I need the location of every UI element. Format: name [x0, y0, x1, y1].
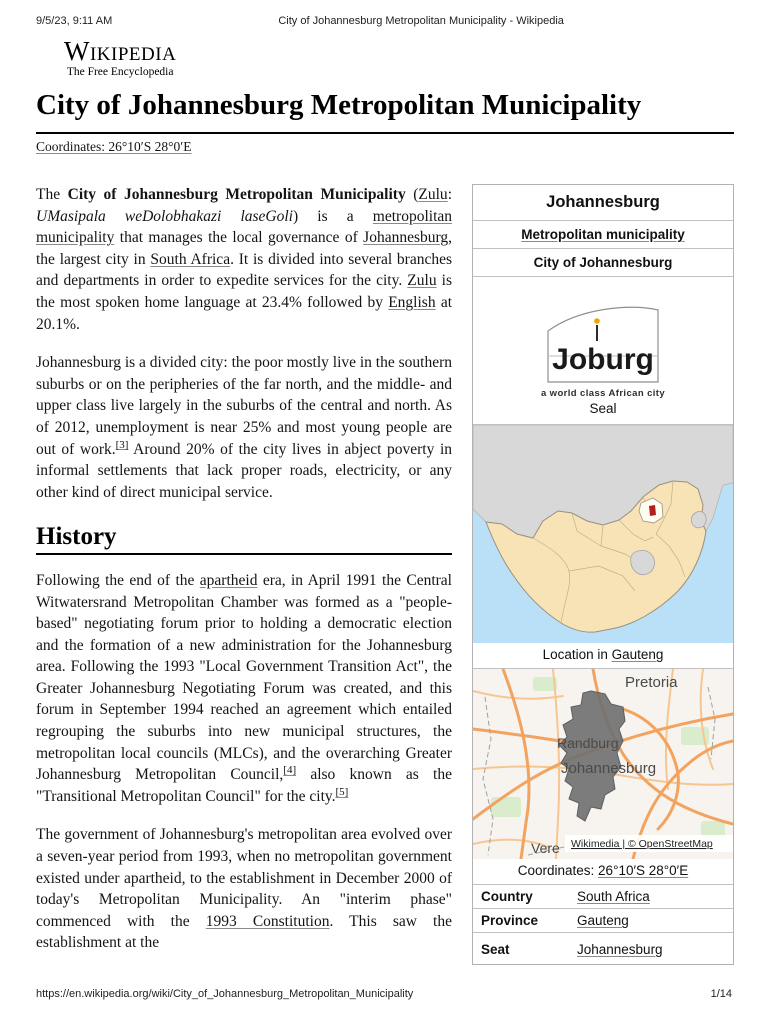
seal-tagline: a world class African city — [540, 388, 666, 399]
johannesburg-marker — [649, 505, 656, 516]
fact-label: Seat — [481, 942, 510, 957]
label-randburg: Randburg — [557, 735, 619, 751]
map-attribution-links[interactable]: Wikimedia | © OpenStreetMap — [571, 838, 713, 850]
infobox-title: Johannesburg — [473, 185, 733, 221]
infobox — [472, 184, 734, 965]
inline-link[interactable]: [5] — [335, 785, 349, 798]
main-columns — [36, 184, 734, 971]
inline-link[interactable]: South Africa — [150, 250, 231, 268]
fact-row-province — [473, 909, 733, 933]
infobox-coordinates-link[interactable]: 26°10′S 28°0′E — [598, 863, 689, 878]
fact-label: Province — [481, 913, 539, 928]
text-segment: ( — [405, 186, 419, 203]
seal-cell — [473, 277, 733, 425]
south-africa-link[interactable]: South Africa — [577, 889, 650, 904]
fact-row-country — [473, 885, 733, 909]
text-segment: Johannesburg is a divided city: the poor mostly live in the southern suburbs or on the peripheries of the far north, and the middle- and upper class live largely in the suburbs of the central and north. As of 2012, unemployment is near 25% and most young people are out of work. — [36, 354, 453, 458]
location-map-cell — [473, 425, 733, 669]
fact-label: Country — [481, 889, 533, 904]
intro-paragraph-1 — [36, 184, 452, 335]
history-heading: History — [36, 526, 452, 555]
coordinates-value-link[interactable]: 26°10′S 28°0′E — [108, 139, 192, 154]
print-header — [36, 15, 732, 29]
text-segment: ) is a — [293, 207, 373, 225]
text-segment: . This saw the establishment at the — [36, 912, 452, 952]
text-segment: The — [36, 186, 68, 203]
street-map-cell — [473, 669, 733, 885]
coordinates-line — [36, 139, 734, 155]
label-johannesburg: Johannesburg — [561, 760, 657, 777]
inline-link[interactable]: Zulu — [418, 186, 448, 203]
article-title: City of Johannesburg Metropolitan Municipality — [36, 87, 734, 134]
text-segment: Following the end of the — [36, 571, 200, 589]
print-page-indicator: 1/14 — [710, 988, 732, 1000]
history-paragraph-1 — [36, 570, 452, 808]
infobox-facts-table — [473, 885, 733, 964]
inline-link[interactable]: apartheid — [199, 571, 258, 589]
wikipedia-wordmark: Wikipedia — [64, 36, 177, 66]
street-map-image[interactable] — [473, 669, 733, 859]
print-doc-title: City of Johannesburg Metropolitan Municipality - Wikipedia — [278, 15, 564, 27]
label-vereeniging: Vere — [531, 840, 560, 856]
text-segment: Around 20% of the city lives in abject poverty in informal settlements that lack proper roads, electricity, or any other kind of direct municipal service. — [36, 440, 452, 501]
inline-link[interactable]: [4] — [283, 764, 297, 777]
seal-logo-text: Joburg — [552, 343, 654, 376]
inline-link[interactable]: metropolitan municipality — [36, 207, 452, 247]
text-segment: UMasipala weDolobhakazi laseGoli — [36, 207, 293, 225]
inline-link[interactable]: [3] — [115, 438, 129, 451]
inline-link[interactable]: Zulu — [407, 272, 437, 290]
inline-link[interactable]: English — [388, 293, 436, 311]
print-footer — [36, 988, 732, 1002]
inline-link[interactable]: Johannesburg — [363, 229, 449, 247]
eswatini-shape — [691, 511, 706, 527]
metropolitan-municipality-link[interactable]: Metropolitan municipality — [521, 227, 685, 242]
joburg-seal-image — [473, 283, 733, 401]
inline-link[interactable]: 1993 Constitution — [205, 912, 330, 930]
text-segment: The government of Johannesburg's metropolitan area evolved over a seven-year period from 1993, when no metropolitan government existed under apartheid, to the establishment in December 2000 of today's Metropolitan Municipality. An "interim phase" commenced with the — [36, 826, 452, 930]
text-segment: also known as the "Transitional Metropolitan Council" for the city. — [36, 766, 452, 805]
wikipedia-logo — [64, 38, 176, 78]
coordinates-label-link[interactable]: Coordinates: — [36, 139, 109, 154]
gauteng-link[interactable]: Gauteng — [611, 647, 664, 662]
text-segment: is the most spoken home language at 23.4% followed by — [36, 272, 452, 311]
text-segment: : — [447, 186, 452, 203]
lesotho-enclave — [631, 550, 655, 574]
infobox-coordinates-label: Coordinates: — [517, 863, 599, 878]
seal-caption: Seal — [589, 401, 617, 416]
intro-paragraph-2 — [36, 352, 452, 503]
location-caption-prefix: Location in — [542, 647, 612, 662]
text-segment: City of Johannesburg Metropolitan Municipality — [67, 186, 406, 203]
text-segment: , the largest city in — [36, 229, 452, 268]
text-segment: that manages the local governance of — [114, 229, 364, 247]
infobox-type-row — [473, 221, 733, 249]
infobox-subtitle: City of Johannesburg — [473, 249, 733, 277]
text-segment: at 20.1%. — [36, 293, 453, 333]
seal-tower-flame-icon — [594, 318, 600, 324]
history-paragraph-2 — [36, 824, 452, 954]
text-segment: era, in April 1991 the Central Witwatersrand Metropolitan Chamber was formed as a "people-based" negotiating forum prior to holding a democratic election and the formation of a new administration for the Johannesburg area. Following the 1993 "Local Government Transition Act", the Greater Johannesburg Negotiating Forum was created, and this forum in September 1994 reached an agreement which entailed regrouping the suburbs into new municipal structures, the metropolitan local councils (MLCs), and the overarching Greater Johannesburg Metropolitan Council, — [36, 571, 452, 784]
label-pretoria: Pretoria — [625, 674, 678, 691]
johannesburg-seat-link[interactable]: Johannesburg — [577, 942, 663, 957]
article-body — [36, 184, 452, 971]
fact-row-seat — [473, 933, 733, 964]
south-africa-locator-map — [473, 425, 733, 643]
text-segment: . It is divided into several branches and departments in order to expedite services for the city. — [36, 250, 452, 290]
gauteng-province-link[interactable]: Gauteng — [577, 913, 629, 928]
wikipedia-tagline: The Free Encyclopedia — [66, 66, 174, 78]
page-content — [36, 38, 734, 971]
print-datetime: 9/5/23, 9:11 AM — [36, 15, 113, 27]
infobox-coordinates-caption — [473, 859, 733, 884]
location-map-caption — [473, 643, 733, 668]
print-source-url: https://en.wikipedia.org/wiki/City_of_Johannesburg_Metropolitan_Municipality — [36, 988, 414, 1000]
